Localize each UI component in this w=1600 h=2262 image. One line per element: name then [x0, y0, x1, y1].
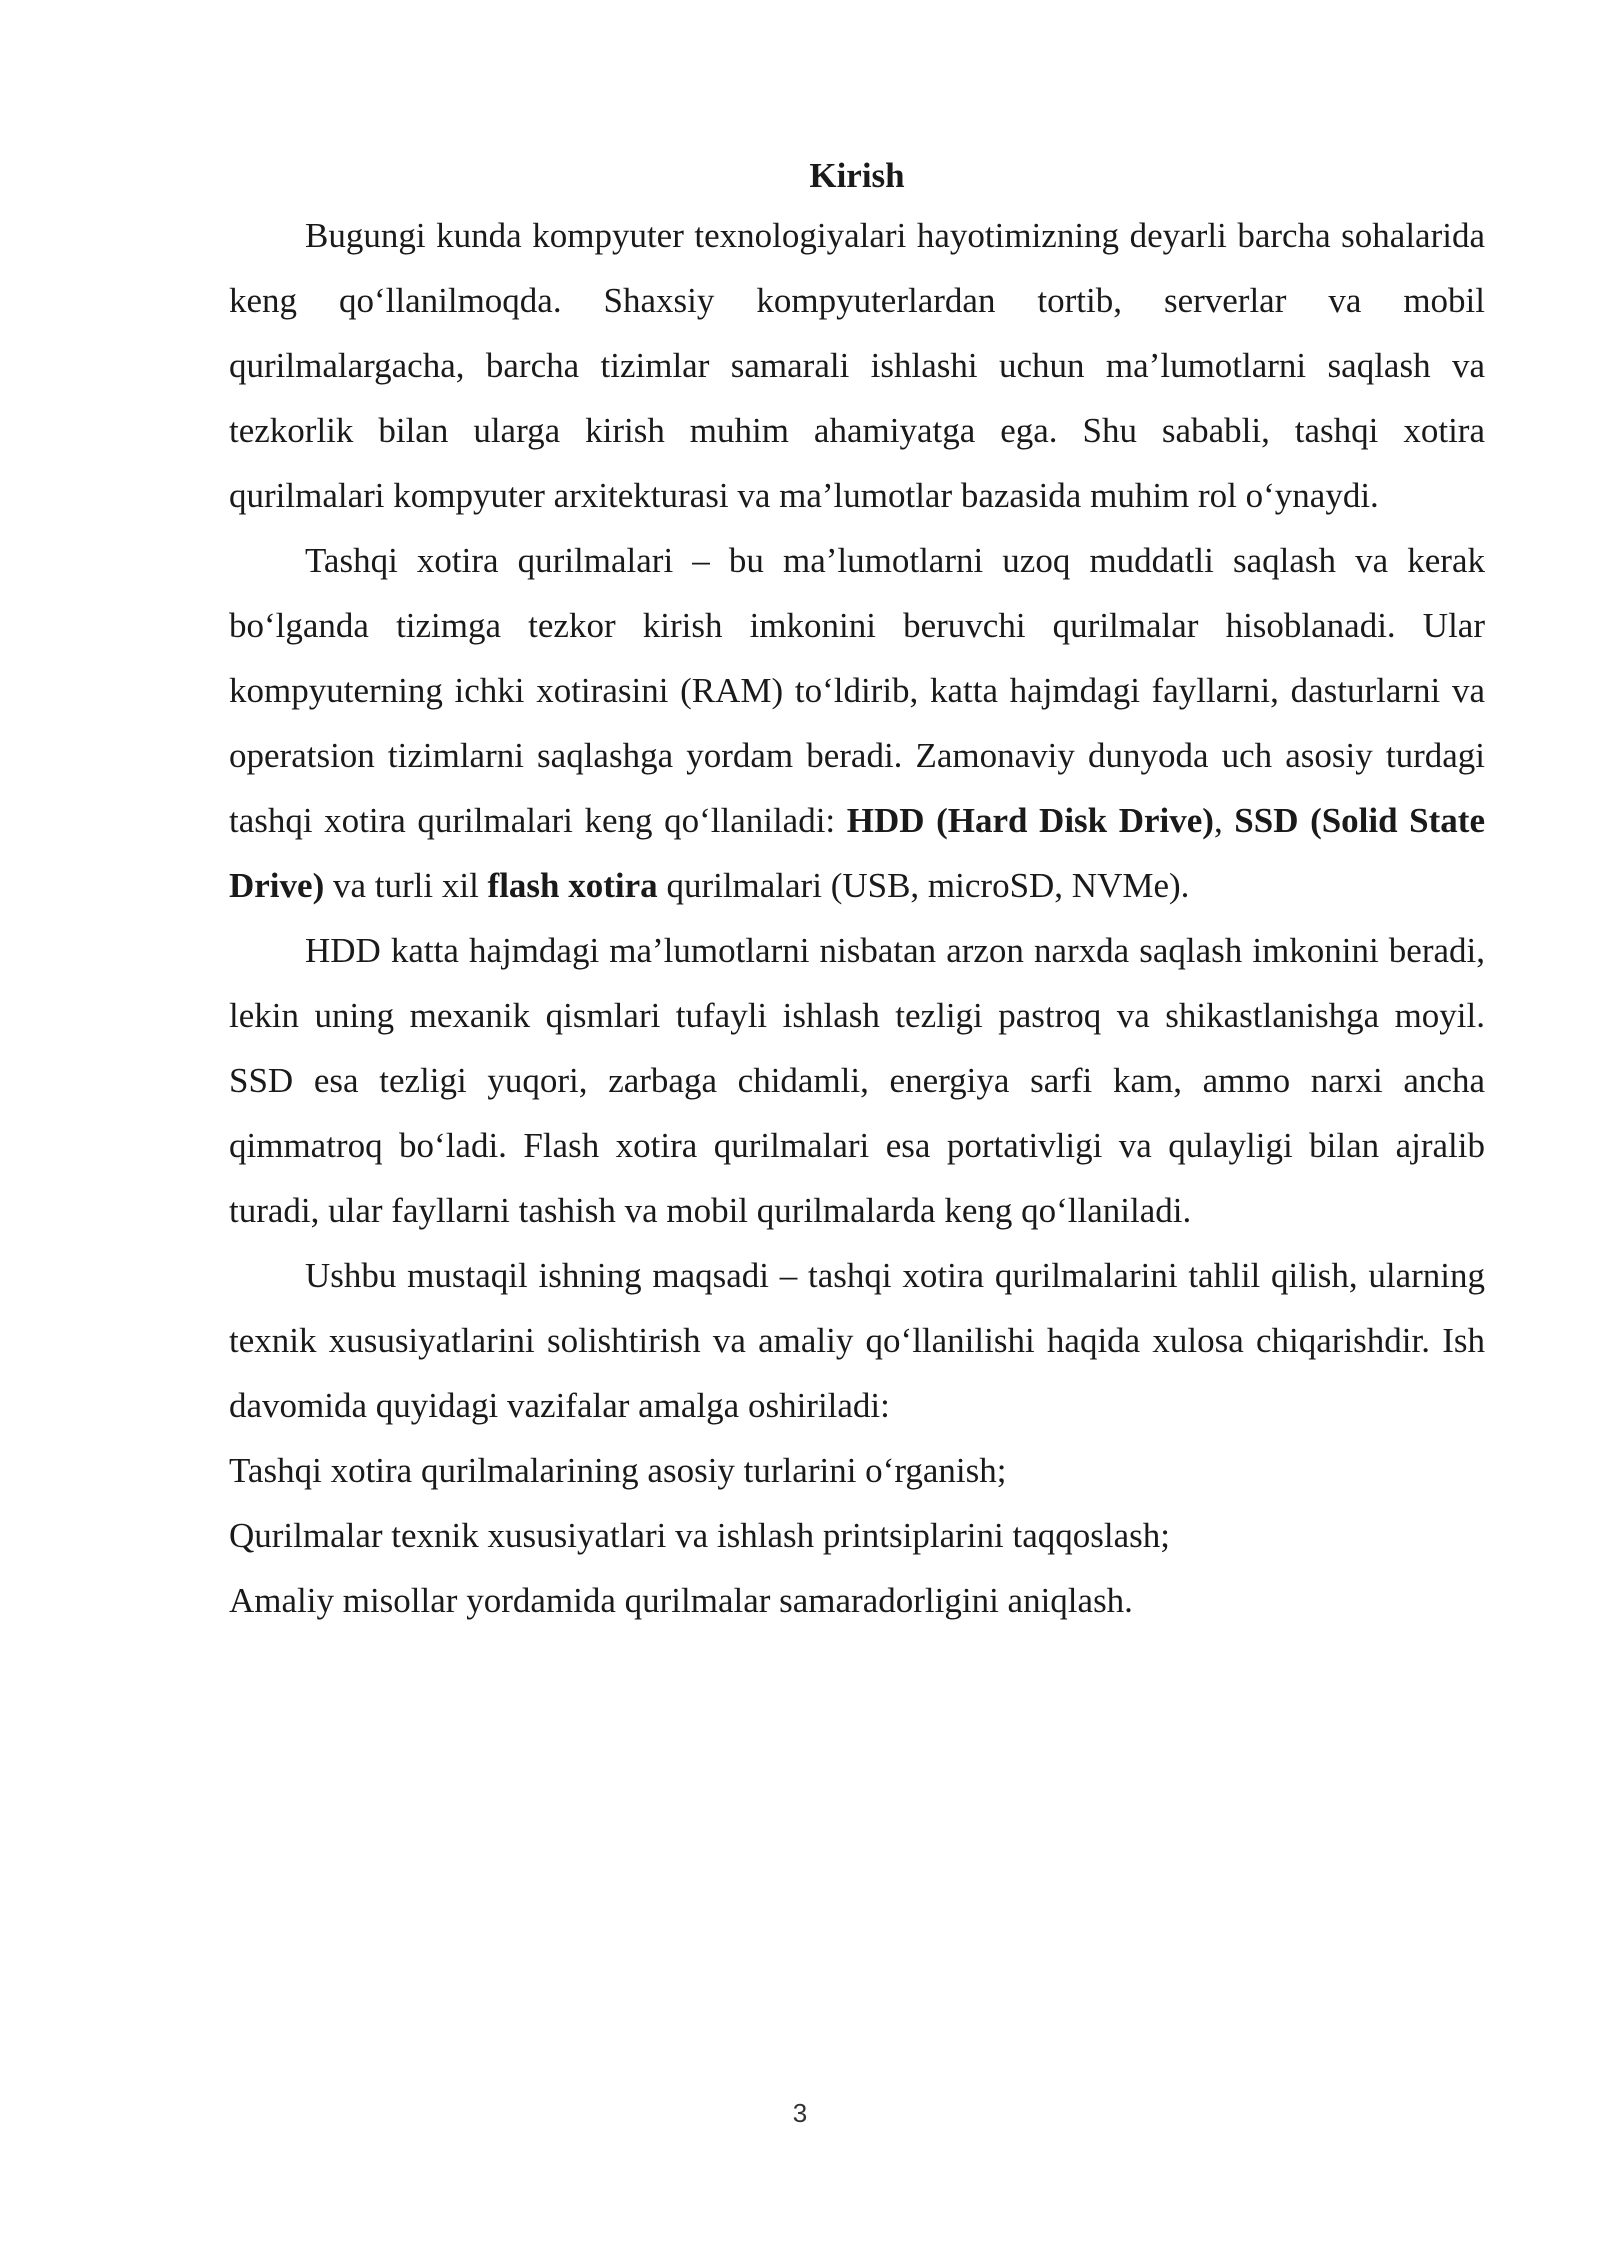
bold-term-flash: flash xotira — [487, 866, 658, 905]
paragraph-intro: Bugungi kunda kompyuter texnologiyalari hayotimizning deyarli barcha sohalarida keng qo‘llanilmoqda. Shaxsiy kompyuterlardan tortib, serverlar va mobil qurilmalargacha, barcha tizimlar samarali ishlashi uchun ma’lumotlarni saqlash va tezkorlik bilan ularga kirish muhim ahamiyatga ega. Shu sababli, tashqi xotira qurilmalari kompyuter arxitekturasi va ma’lumotlar bazasida muhim rol o‘ynaydi. — [229, 216, 1485, 515]
paragraph-goal: Ushbu mustaqil ishning maqsadi – tashqi xotira qurilmalarini tahlil qilish, ularning texnik xususiyatlarini solishtirish va amaliy qo‘llanilishi haqida xulosa chiqarishdir. Ish davomida quyidagi vazifalar amalga oshiriladi: — [229, 1256, 1485, 1425]
paragraph-storage-types — [229, 528, 1485, 918]
task-item: Amaliy misollar yordamida qurilmalar samaradorligini aniqlash. — [229, 1581, 1133, 1620]
task-item: Tashqi xotira qurilmalarining asosiy turlarini o‘rganish; — [229, 1451, 1007, 1490]
paragraph-text: Tashqi xotira qurilmalari – bu ma’lumotlarni uzoq muddatli saqlash va kerak bo‘lganda tizimga tezkor kirish imkonini beruvchi qurilmalar hisoblanadi. Ular kompyuterning ichki xotirasini (RAM) to‘ldirib, katta hajmdagi fayllarni, dasturlarni va operatsion tizimlarni saqlashga yordam beradi. Zamonaviy dunyoda uch asosiy turdagi tashqi xotira qurilmalari keng qo‘llaniladi: — [229, 541, 1485, 840]
bold-term-ssd: SSD (Solid State Drive) — [229, 801, 1485, 905]
page-content — [229, 148, 1485, 1633]
section-title: Kirish — [809, 156, 905, 195]
paragraph-text: , — [1213, 801, 1235, 840]
page-number: 3 — [792, 2098, 808, 2128]
paragraph-text: qurilmalari (USB, microSD, NVMe). — [657, 866, 1190, 905]
bold-term-hdd: HDD (Hard Disk Drive) — [846, 801, 1214, 840]
paragraph-text: va turli xil — [324, 866, 488, 905]
task-item: Qurilmalar texnik xususiyatlari va ishlash printsiplarini taqqoslash; — [229, 1516, 1170, 1555]
paragraph-comparison: HDD katta hajmdagi ma’lumotlarni nisbatan arzon narxda saqlash imkonini beradi, lekin uning mexanik qismlari tufayli ishlash tezligi pastroq va shikastlanishga moyil. SSD esa tezligi yuqori, zarbaga chidamli, energiya sarfi kam, ammo narxi ancha qimmatroq bo‘ladi. Flash xotira qurilmalari esa portativligi va qulayligi bilan ajralib turadi, ular fayllarni tashish va mobil qurilmalarda keng qo‘llaniladi. — [229, 931, 1485, 1230]
